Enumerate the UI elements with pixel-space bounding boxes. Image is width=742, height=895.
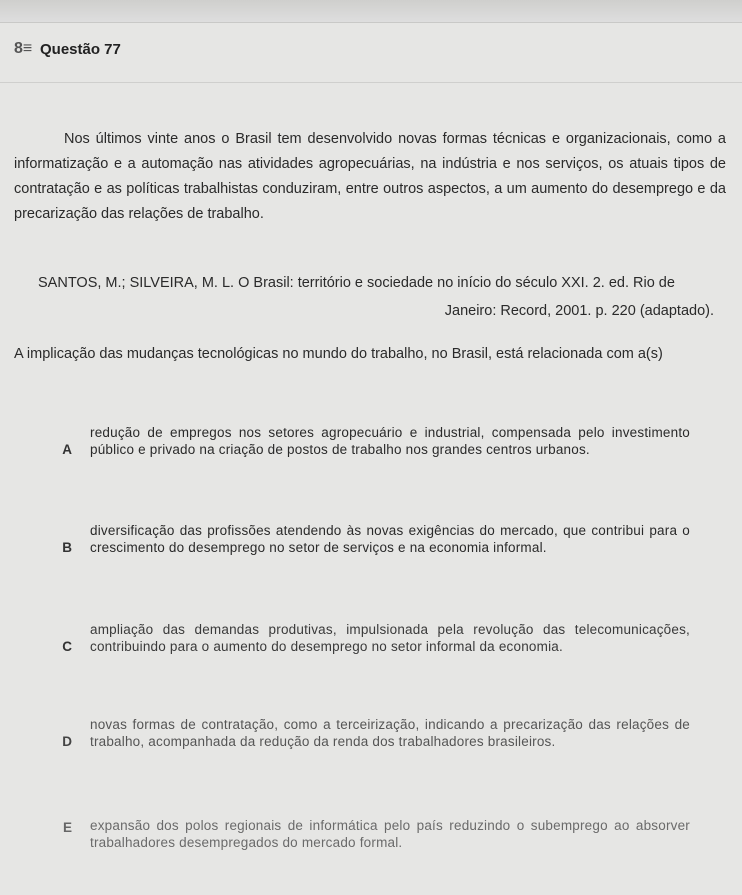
alternative-a[interactable]	[0, 425, 742, 458]
alternative-e[interactable]	[0, 818, 742, 851]
alternative-letter: D	[62, 734, 72, 749]
alternative-letter: E	[62, 820, 72, 835]
header-divider	[0, 82, 742, 83]
question-header	[14, 40, 121, 58]
alternative-letter: C	[62, 639, 72, 654]
alternative-text: redução de empregos nos setores agropecuário e industrial, compensada pelo investimento público e privado na criação de postos de trabalho nos grandes centros urbanos.	[90, 425, 690, 457]
alternative-text: diversificação das profissões atendendo às novas exigências do mercado, que contribui para o crescimento do desemprego no setor de serviços e na economia informal.	[90, 523, 690, 555]
alternative-letter: B	[62, 540, 72, 555]
alternative-c[interactable]	[0, 622, 742, 655]
alternative-text: expansão dos polos regionais de informática pelo país reduzindo o subemprego ao absorver trabalhadores desempregados do mercado formal.	[90, 818, 690, 850]
statement-paragraph: Nos últimos vinte anos o Brasil tem desenvolvido novas formas técnicas e organizacionais, como a informatização e a automação nas atividades agropecuárias, na indústria e nos serviços, os atuais tipos de contratação e as políticas trabalhistas conduziram, entre outros aspectos, a um aumento do desemprego e da precarização das relações de trabalho.	[14, 131, 726, 222]
alternative-letter: A	[62, 442, 72, 457]
source-citation	[38, 269, 714, 325]
list-icon: 8≡	[14, 40, 33, 57]
browser-top-bar	[0, 0, 742, 23]
question-title: Questão 77	[40, 40, 121, 58]
source-line-1: SANTOS, M.; SILVEIRA, M. L. O Brasil: território e sociedade no início do século XXI. 2. ed. Rio de	[38, 275, 675, 291]
question-prompt: A implicação das mudanças tecnológicas no mundo do trabalho, no Brasil, está relacionada com a(s)	[14, 346, 663, 362]
alternative-text: novas formas de contratação, como a terceirização, indicando a precarização das relações de trabalho, acompanhada da redução da renda dos trabalhadores brasileiros.	[90, 717, 690, 749]
alternative-b[interactable]	[0, 523, 742, 556]
alternative-text: ampliação das demandas produtivas, impulsionada pela revolução das telecomunicações, contribuindo para o aumento do desemprego no setor informal da economia.	[90, 622, 690, 654]
alternative-d[interactable]	[0, 717, 742, 750]
source-line-2: Janeiro: Record, 2001. p. 220 (adaptado).	[444, 303, 714, 319]
